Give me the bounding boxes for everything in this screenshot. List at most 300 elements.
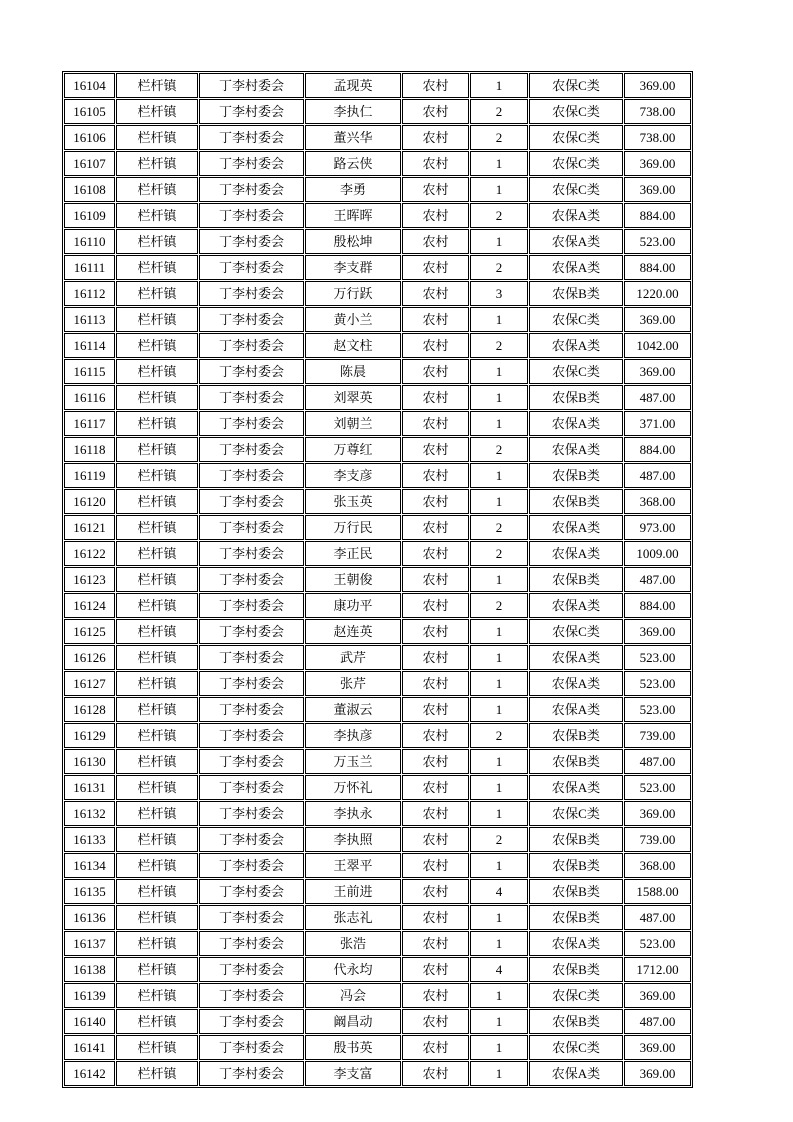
cell-id: 16107 — [64, 151, 115, 176]
cell-village-committee: 丁李村委会 — [199, 125, 304, 150]
cell-town: 栏杆镇 — [116, 983, 198, 1008]
cell-residence-type: 农村 — [402, 333, 469, 358]
cell-village-committee: 丁李村委会 — [199, 853, 304, 878]
cell-person-name: 王前进 — [305, 879, 401, 904]
cell-id: 16126 — [64, 645, 115, 670]
cell-insurance-category: 农保B类 — [529, 749, 623, 774]
table-row — [64, 931, 691, 956]
cell-village-committee: 丁李村委会 — [199, 645, 304, 670]
cell-amount: 487.00 — [624, 905, 691, 930]
cell-person-name: 李支彦 — [305, 463, 401, 488]
cell-person-count: 1 — [470, 411, 528, 436]
cell-town: 栏杆镇 — [116, 489, 198, 514]
cell-residence-type: 农村 — [402, 983, 469, 1008]
cell-village-committee: 丁李村委会 — [199, 749, 304, 774]
cell-residence-type: 农村 — [402, 801, 469, 826]
cell-town: 栏杆镇 — [116, 125, 198, 150]
cell-village-committee: 丁李村委会 — [199, 281, 304, 306]
cell-person-name: 李执彦 — [305, 723, 401, 748]
cell-town: 栏杆镇 — [116, 359, 198, 384]
cell-village-committee: 丁李村委会 — [199, 307, 304, 332]
cell-id: 16129 — [64, 723, 115, 748]
cell-person-count: 2 — [470, 593, 528, 618]
cell-village-committee: 丁李村委会 — [199, 385, 304, 410]
cell-person-count: 1 — [470, 177, 528, 202]
cell-town: 栏杆镇 — [116, 307, 198, 332]
cell-village-committee: 丁李村委会 — [199, 1035, 304, 1060]
cell-amount: 738.00 — [624, 99, 691, 124]
cell-residence-type: 农村 — [402, 827, 469, 852]
table-row — [64, 827, 691, 852]
cell-residence-type: 农村 — [402, 1009, 469, 1034]
cell-insurance-category: 农保C类 — [529, 801, 623, 826]
cell-residence-type: 农村 — [402, 411, 469, 436]
cell-insurance-category: 农保A类 — [529, 333, 623, 358]
cell-town: 栏杆镇 — [116, 931, 198, 956]
cell-insurance-category: 农保A类 — [529, 645, 623, 670]
table-row — [64, 99, 691, 124]
table-row — [64, 1035, 691, 1060]
cell-id: 16139 — [64, 983, 115, 1008]
cell-town: 栏杆镇 — [116, 619, 198, 644]
table-row — [64, 125, 691, 150]
cell-town: 栏杆镇 — [116, 957, 198, 982]
cell-insurance-category: 农保C类 — [529, 359, 623, 384]
cell-amount: 487.00 — [624, 463, 691, 488]
cell-id: 16118 — [64, 437, 115, 462]
cell-id: 16132 — [64, 801, 115, 826]
table-row — [64, 541, 691, 566]
cell-id: 16140 — [64, 1009, 115, 1034]
cell-residence-type: 农村 — [402, 853, 469, 878]
cell-village-committee: 丁李村委会 — [199, 567, 304, 592]
cell-insurance-category: 农保C类 — [529, 1035, 623, 1060]
cell-town: 栏杆镇 — [116, 879, 198, 904]
cell-person-name: 孟现英 — [305, 73, 401, 98]
cell-person-count: 1 — [470, 73, 528, 98]
cell-person-name: 武芹 — [305, 645, 401, 670]
cell-residence-type: 农村 — [402, 671, 469, 696]
cell-town: 栏杆镇 — [116, 1061, 198, 1086]
cell-town: 栏杆镇 — [116, 281, 198, 306]
cell-amount: 739.00 — [624, 827, 691, 852]
cell-residence-type: 农村 — [402, 905, 469, 930]
cell-village-committee: 丁李村委会 — [199, 619, 304, 644]
cell-person-name: 万怀礼 — [305, 775, 401, 800]
cell-insurance-category: 农保B类 — [529, 489, 623, 514]
cell-person-count: 1 — [470, 801, 528, 826]
cell-person-count: 1 — [470, 151, 528, 176]
cell-insurance-category: 农保A类 — [529, 671, 623, 696]
table-row — [64, 307, 691, 332]
cell-insurance-category: 农保B类 — [529, 281, 623, 306]
cell-village-committee: 丁李村委会 — [199, 957, 304, 982]
cell-amount: 523.00 — [624, 229, 691, 254]
cell-id: 16141 — [64, 1035, 115, 1060]
cell-amount: 973.00 — [624, 515, 691, 540]
cell-id: 16127 — [64, 671, 115, 696]
cell-village-committee: 丁李村委会 — [199, 359, 304, 384]
cell-town: 栏杆镇 — [116, 541, 198, 566]
cell-village-committee: 丁李村委会 — [199, 593, 304, 618]
cell-town: 栏杆镇 — [116, 151, 198, 176]
cell-id: 16142 — [64, 1061, 115, 1086]
table-row — [64, 515, 691, 540]
cell-town: 栏杆镇 — [116, 411, 198, 436]
cell-id: 16136 — [64, 905, 115, 930]
cell-residence-type: 农村 — [402, 307, 469, 332]
cell-insurance-category: 农保B类 — [529, 1009, 623, 1034]
cell-person-name: 陈晨 — [305, 359, 401, 384]
cell-id: 16122 — [64, 541, 115, 566]
cell-insurance-category: 农保C类 — [529, 983, 623, 1008]
payment-table — [62, 71, 693, 1088]
cell-id: 16110 — [64, 229, 115, 254]
cell-person-name: 殷松坤 — [305, 229, 401, 254]
cell-person-name: 李支富 — [305, 1061, 401, 1086]
cell-person-count: 1 — [470, 359, 528, 384]
cell-person-count: 1 — [470, 853, 528, 878]
cell-residence-type: 农村 — [402, 541, 469, 566]
cell-amount: 369.00 — [624, 1061, 691, 1086]
cell-residence-type: 农村 — [402, 931, 469, 956]
table-row — [64, 437, 691, 462]
cell-person-count: 2 — [470, 333, 528, 358]
cell-residence-type: 农村 — [402, 697, 469, 722]
cell-town: 栏杆镇 — [116, 723, 198, 748]
cell-town: 栏杆镇 — [116, 853, 198, 878]
cell-residence-type: 农村 — [402, 723, 469, 748]
table-row — [64, 177, 691, 202]
cell-person-name: 李勇 — [305, 177, 401, 202]
cell-person-name: 冯会 — [305, 983, 401, 1008]
cell-person-count: 1 — [470, 749, 528, 774]
cell-insurance-category: 农保B类 — [529, 827, 623, 852]
cell-person-count: 1 — [470, 489, 528, 514]
cell-insurance-category: 农保A类 — [529, 255, 623, 280]
cell-residence-type: 农村 — [402, 281, 469, 306]
cell-id: 16131 — [64, 775, 115, 800]
cell-insurance-category: 农保A类 — [529, 203, 623, 228]
cell-town: 栏杆镇 — [116, 385, 198, 410]
cell-residence-type: 农村 — [402, 463, 469, 488]
cell-town: 栏杆镇 — [116, 203, 198, 228]
cell-person-count: 1 — [470, 697, 528, 722]
cell-person-count: 1 — [470, 983, 528, 1008]
cell-id: 16105 — [64, 99, 115, 124]
table-row — [64, 489, 691, 514]
cell-person-count: 1 — [470, 567, 528, 592]
cell-amount: 884.00 — [624, 437, 691, 462]
cell-town: 栏杆镇 — [116, 905, 198, 930]
table-row — [64, 411, 691, 436]
cell-amount: 369.00 — [624, 151, 691, 176]
cell-person-count: 2 — [470, 203, 528, 228]
cell-residence-type: 农村 — [402, 619, 469, 644]
cell-person-name: 万玉兰 — [305, 749, 401, 774]
cell-insurance-category: 农保A类 — [529, 515, 623, 540]
cell-amount: 523.00 — [624, 645, 691, 670]
cell-person-count: 1 — [470, 775, 528, 800]
table-row — [64, 567, 691, 592]
cell-amount: 1588.00 — [624, 879, 691, 904]
cell-insurance-category: 农保A类 — [529, 1061, 623, 1086]
cell-id: 16112 — [64, 281, 115, 306]
cell-id: 16106 — [64, 125, 115, 150]
cell-amount: 369.00 — [624, 307, 691, 332]
cell-person-name: 赵文柱 — [305, 333, 401, 358]
cell-amount: 369.00 — [624, 73, 691, 98]
cell-town: 栏杆镇 — [116, 567, 198, 592]
cell-person-count: 1 — [470, 619, 528, 644]
cell-person-name: 李支群 — [305, 255, 401, 280]
cell-insurance-category: 农保A类 — [529, 697, 623, 722]
cell-amount: 371.00 — [624, 411, 691, 436]
table-row — [64, 281, 691, 306]
cell-person-name: 刘翠英 — [305, 385, 401, 410]
cell-town: 栏杆镇 — [116, 801, 198, 826]
cell-insurance-category: 农保C类 — [529, 73, 623, 98]
cell-id: 16128 — [64, 697, 115, 722]
cell-town: 栏杆镇 — [116, 749, 198, 774]
cell-person-count: 3 — [470, 281, 528, 306]
cell-insurance-category: 农保C类 — [529, 125, 623, 150]
cell-amount: 523.00 — [624, 775, 691, 800]
cell-town: 栏杆镇 — [116, 1035, 198, 1060]
table-row — [64, 697, 691, 722]
cell-residence-type: 农村 — [402, 437, 469, 462]
cell-residence-type: 农村 — [402, 229, 469, 254]
cell-village-committee: 丁李村委会 — [199, 1009, 304, 1034]
cell-town: 栏杆镇 — [116, 593, 198, 618]
cell-village-committee: 丁李村委会 — [199, 463, 304, 488]
cell-person-name: 万尊红 — [305, 437, 401, 462]
cell-id: 16120 — [64, 489, 115, 514]
table-row — [64, 801, 691, 826]
cell-insurance-category: 农保A类 — [529, 593, 623, 618]
payment-table-body — [64, 73, 691, 1086]
table-row — [64, 463, 691, 488]
cell-person-name: 康功平 — [305, 593, 401, 618]
cell-person-name: 黄小兰 — [305, 307, 401, 332]
cell-id: 16111 — [64, 255, 115, 280]
table-row — [64, 229, 691, 254]
cell-person-count: 1 — [470, 229, 528, 254]
table-row — [64, 1061, 691, 1086]
cell-village-committee: 丁李村委会 — [199, 801, 304, 826]
cell-amount: 369.00 — [624, 177, 691, 202]
cell-insurance-category: 农保A类 — [529, 411, 623, 436]
cell-insurance-category: 农保B类 — [529, 905, 623, 930]
cell-person-name: 赵连英 — [305, 619, 401, 644]
cell-person-name: 阚昌动 — [305, 1009, 401, 1034]
cell-person-count: 1 — [470, 385, 528, 410]
cell-village-committee: 丁李村委会 — [199, 333, 304, 358]
cell-town: 栏杆镇 — [116, 463, 198, 488]
cell-town: 栏杆镇 — [116, 99, 198, 124]
table-row — [64, 1009, 691, 1034]
table-row — [64, 905, 691, 930]
cell-person-name: 张浩 — [305, 931, 401, 956]
cell-person-count: 2 — [470, 437, 528, 462]
cell-id: 16121 — [64, 515, 115, 540]
cell-id: 16117 — [64, 411, 115, 436]
cell-person-name: 殷书英 — [305, 1035, 401, 1060]
cell-person-name: 刘朝兰 — [305, 411, 401, 436]
cell-town: 栏杆镇 — [116, 177, 198, 202]
cell-residence-type: 农村 — [402, 749, 469, 774]
cell-town: 栏杆镇 — [116, 645, 198, 670]
cell-insurance-category: 农保A类 — [529, 775, 623, 800]
cell-insurance-category: 农保B类 — [529, 463, 623, 488]
cell-village-committee: 丁李村委会 — [199, 73, 304, 98]
cell-residence-type: 农村 — [402, 1061, 469, 1086]
cell-person-count: 1 — [470, 1035, 528, 1060]
cell-insurance-category: 农保B类 — [529, 853, 623, 878]
cell-village-committee: 丁李村委会 — [199, 411, 304, 436]
cell-id: 16124 — [64, 593, 115, 618]
cell-person-count: 2 — [470, 827, 528, 852]
table-row — [64, 775, 691, 800]
cell-person-count: 1 — [470, 463, 528, 488]
cell-village-committee: 丁李村委会 — [199, 177, 304, 202]
cell-residence-type: 农村 — [402, 957, 469, 982]
cell-town: 栏杆镇 — [116, 671, 198, 696]
cell-person-name: 李执照 — [305, 827, 401, 852]
cell-amount: 523.00 — [624, 697, 691, 722]
cell-amount: 369.00 — [624, 619, 691, 644]
table-row — [64, 203, 691, 228]
cell-residence-type: 农村 — [402, 73, 469, 98]
cell-amount: 369.00 — [624, 359, 691, 384]
table-row — [64, 359, 691, 384]
cell-insurance-category: 农保C类 — [529, 151, 623, 176]
cell-id: 16116 — [64, 385, 115, 410]
table-row — [64, 671, 691, 696]
cell-person-name: 张志礼 — [305, 905, 401, 930]
table-row — [64, 593, 691, 618]
cell-amount: 1220.00 — [624, 281, 691, 306]
cell-person-count: 2 — [470, 125, 528, 150]
table-row — [64, 151, 691, 176]
cell-village-committee: 丁李村委会 — [199, 437, 304, 462]
cell-town: 栏杆镇 — [116, 697, 198, 722]
cell-residence-type: 农村 — [402, 359, 469, 384]
cell-amount: 368.00 — [624, 853, 691, 878]
cell-person-count: 4 — [470, 957, 528, 982]
cell-insurance-category: 农保B类 — [529, 957, 623, 982]
cell-village-committee: 丁李村委会 — [199, 255, 304, 280]
cell-id: 16138 — [64, 957, 115, 982]
cell-residence-type: 农村 — [402, 125, 469, 150]
cell-village-committee: 丁李村委会 — [199, 879, 304, 904]
cell-amount: 523.00 — [624, 931, 691, 956]
cell-village-committee: 丁李村委会 — [199, 99, 304, 124]
cell-village-committee: 丁李村委会 — [199, 541, 304, 566]
cell-village-committee: 丁李村委会 — [199, 905, 304, 930]
cell-id: 16104 — [64, 73, 115, 98]
cell-insurance-category: 农保A类 — [529, 229, 623, 254]
cell-town: 栏杆镇 — [116, 1009, 198, 1034]
cell-residence-type: 农村 — [402, 489, 469, 514]
cell-village-committee: 丁李村委会 — [199, 203, 304, 228]
cell-village-committee: 丁李村委会 — [199, 489, 304, 514]
cell-person-count: 1 — [470, 645, 528, 670]
cell-amount: 487.00 — [624, 1009, 691, 1034]
cell-town: 栏杆镇 — [116, 827, 198, 852]
cell-amount: 1042.00 — [624, 333, 691, 358]
table-row — [64, 255, 691, 280]
cell-person-name: 张玉英 — [305, 489, 401, 514]
cell-village-committee: 丁李村委会 — [199, 827, 304, 852]
cell-person-count: 1 — [470, 905, 528, 930]
cell-residence-type: 农村 — [402, 255, 469, 280]
cell-id: 16130 — [64, 749, 115, 774]
cell-person-name: 王翠平 — [305, 853, 401, 878]
table-row — [64, 385, 691, 410]
cell-insurance-category: 农保C类 — [529, 619, 623, 644]
cell-town: 栏杆镇 — [116, 255, 198, 280]
cell-insurance-category: 农保A类 — [529, 437, 623, 462]
cell-person-count: 2 — [470, 99, 528, 124]
cell-residence-type: 农村 — [402, 775, 469, 800]
cell-village-committee: 丁李村委会 — [199, 151, 304, 176]
cell-residence-type: 农村 — [402, 99, 469, 124]
cell-village-committee: 丁李村委会 — [199, 671, 304, 696]
cell-id: 16109 — [64, 203, 115, 228]
cell-residence-type: 农村 — [402, 203, 469, 228]
cell-residence-type: 农村 — [402, 567, 469, 592]
cell-id: 16119 — [64, 463, 115, 488]
cell-person-name: 董兴华 — [305, 125, 401, 150]
cell-person-name: 王朝俊 — [305, 567, 401, 592]
cell-person-count: 1 — [470, 671, 528, 696]
cell-id: 16133 — [64, 827, 115, 852]
cell-id: 16135 — [64, 879, 115, 904]
cell-residence-type: 农村 — [402, 515, 469, 540]
cell-town: 栏杆镇 — [116, 73, 198, 98]
cell-person-name: 王晖晖 — [305, 203, 401, 228]
table-row — [64, 853, 691, 878]
cell-residence-type: 农村 — [402, 177, 469, 202]
table-row — [64, 73, 691, 98]
cell-person-count: 4 — [470, 879, 528, 904]
cell-id: 16137 — [64, 931, 115, 956]
cell-person-name: 李执仁 — [305, 99, 401, 124]
cell-person-count: 1 — [470, 931, 528, 956]
cell-village-committee: 丁李村委会 — [199, 515, 304, 540]
cell-person-name: 李正民 — [305, 541, 401, 566]
cell-residence-type: 农村 — [402, 879, 469, 904]
table-row — [64, 983, 691, 1008]
cell-person-count: 2 — [470, 723, 528, 748]
cell-amount: 487.00 — [624, 385, 691, 410]
cell-amount: 1009.00 — [624, 541, 691, 566]
cell-person-name: 万行民 — [305, 515, 401, 540]
cell-town: 栏杆镇 — [116, 775, 198, 800]
cell-amount: 368.00 — [624, 489, 691, 514]
cell-person-count: 1 — [470, 307, 528, 332]
table-row — [64, 619, 691, 644]
cell-insurance-category: 农保A类 — [529, 931, 623, 956]
cell-amount: 884.00 — [624, 203, 691, 228]
cell-person-name: 万行跃 — [305, 281, 401, 306]
cell-residence-type: 农村 — [402, 593, 469, 618]
cell-town: 栏杆镇 — [116, 333, 198, 358]
table-row — [64, 333, 691, 358]
cell-amount: 1712.00 — [624, 957, 691, 982]
cell-insurance-category: 农保A类 — [529, 541, 623, 566]
